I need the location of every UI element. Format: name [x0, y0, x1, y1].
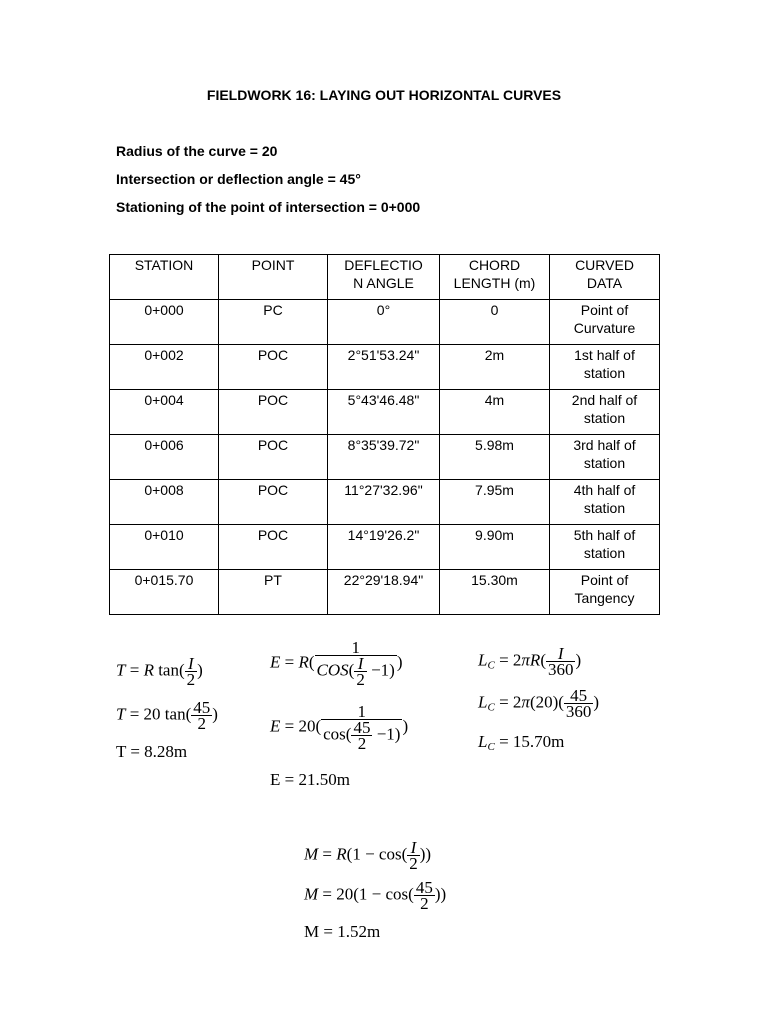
cell-curved-data: Point of Tangency — [550, 570, 660, 615]
cell-deflection: 8°35'39.72" — [328, 435, 440, 480]
deflection-angle-parameter: Intersection or deflection angle = 45° — [116, 171, 361, 187]
cell-deflection: 5°43'46.48" — [328, 390, 440, 435]
cell-chord: 5.98m — [440, 435, 550, 480]
cell-point: PT — [219, 570, 328, 615]
cell-curved-data: 1st half of station — [550, 345, 660, 390]
header-station: STATION — [110, 255, 219, 300]
table-row — [110, 525, 660, 570]
formula-curve-length-substituted: $L_C = 2\pi(20)$( $\frac{45}{360}$ ) — [478, 686, 600, 721]
page-title: FIELDWORK 16: LAYING OUT HORIZONTAL CURVES — [206, 87, 562, 103]
cell-station: 0+004 — [110, 390, 219, 435]
formula-external-general: E = R( 1 COS( $\frac{I}{2}$ −1) ) — [270, 638, 403, 689]
curve-layout-table — [109, 254, 660, 615]
table-row — [110, 435, 660, 480]
cell-point: POC — [219, 525, 328, 570]
formula-curve-length-general: $L_C = 2\pi R$( $\frac{I}{360}$ ) — [478, 644, 582, 679]
table-header-row — [110, 255, 660, 300]
formula-middle-ordinate-result: M = 1.52m — [304, 922, 381, 941]
cell-point: PC — [219, 300, 328, 345]
cell-chord: 7.95m — [440, 480, 550, 525]
cell-curved-data: Point of Curvature — [550, 300, 660, 345]
cell-deflection: 11°27'32.96" — [328, 480, 440, 525]
cell-station: 0+015.70 — [110, 570, 219, 615]
cell-station: 0+010 — [110, 525, 219, 570]
cell-point: POC — [219, 345, 328, 390]
table-row — [110, 300, 660, 345]
intersection-stationing-parameter: Stationing of the point of intersection = 0+000 — [116, 199, 421, 215]
cell-point: POC — [219, 480, 328, 525]
formula-tangent-result: T = 8.28m — [116, 742, 188, 761]
table-row — [110, 570, 660, 615]
table-row — [110, 390, 660, 435]
formula-middle-ordinate-substituted: M = 20(1 − cos( $\frac{45}{2}$ )) — [304, 878, 447, 913]
header-curved-data: CURVED DATA — [550, 255, 660, 300]
cell-station: 0+006 — [110, 435, 219, 480]
table-row — [110, 345, 660, 390]
cell-chord: 15.30m — [440, 570, 550, 615]
cell-station: 0+000 — [110, 300, 219, 345]
cell-deflection: 14°19'26.2" — [328, 525, 440, 570]
cell-station: 0+008 — [110, 480, 219, 525]
header-chord-length: CHORD LENGTH (m) — [440, 255, 550, 300]
cell-point: POC — [219, 435, 328, 480]
cell-chord: 0 — [440, 300, 550, 345]
header-deflection-angle: DEFLECTIO N ANGLE — [328, 255, 440, 300]
cell-curved-data: 3rd half of station — [550, 435, 660, 480]
cell-chord: 4m — [440, 390, 550, 435]
formula-curve-length-result: $L_C = 15.70m$ — [478, 732, 565, 753]
header-point: POINT — [219, 255, 328, 300]
cell-curved-data: 4th half of station — [550, 480, 660, 525]
formula-tangent-general: T = R tan( $\frac{I}{2}$ ) — [116, 654, 203, 689]
cell-station: 0+002 — [110, 345, 219, 390]
formula-external-result: E = 21.50m — [270, 770, 350, 789]
cell-chord: 2m — [440, 345, 550, 390]
formula-middle-ordinate-general: M = R(1 − cos( $\frac{I}{2}$ )) — [304, 838, 432, 873]
formula-tangent-substituted: T = 20 tan( $\frac{45}{2}$ ) — [116, 698, 218, 733]
cell-deflection: 2°51'53.24" — [328, 345, 440, 390]
cell-deflection: 22°29'18.94" — [328, 570, 440, 615]
cell-chord: 9.90m — [440, 525, 550, 570]
table-row — [110, 480, 660, 525]
cell-curved-data: 2nd half of station — [550, 390, 660, 435]
cell-curved-data: 5th half of station — [550, 525, 660, 570]
cell-point: POC — [219, 390, 328, 435]
cell-deflection: 0° — [328, 300, 440, 345]
formula-external-substituted: E = 20( 1 cos( $\frac{45}{2}$ −1) ) — [270, 702, 409, 753]
radius-parameter: Radius of the curve = 20 — [116, 143, 278, 159]
